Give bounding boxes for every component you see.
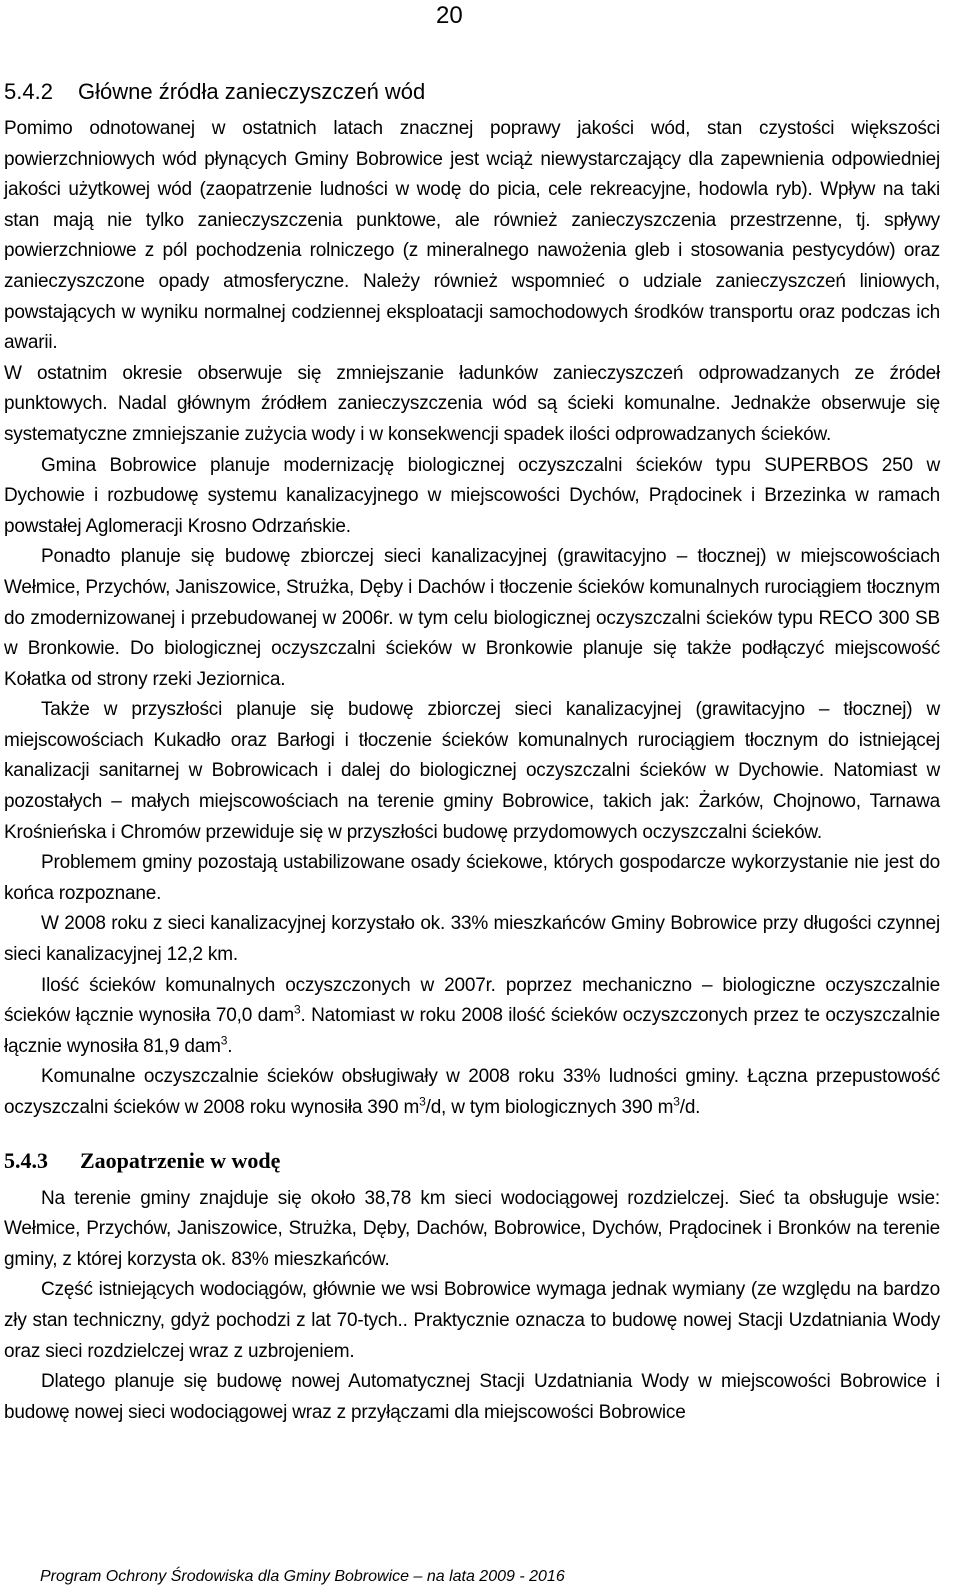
paragraph: Część istniejących wodociągów, głównie we wsi Bobrowice wymaga jednak wymiany (ze względu na bardzo zły stan techniczny, gdyż pochodzi z lat 70-tych.. Praktycznie oznacza to budowę nowej Stacji Uzdatniania Wody oraz sieci rozdzielczej wraz z uzbrojeniem. bbox=[4, 1279, 940, 1362]
paragraph: W 2008 roku z sieci kanalizacyjnej korzystało ok. 33% mieszkańców Gminy Bobrowice przy długości czynnej sieci kanalizacyjnej 12,2 km. bbox=[4, 913, 940, 966]
section-number: 5.4.2 bbox=[4, 79, 53, 104]
text-run: . bbox=[227, 1035, 233, 1057]
page-number: 20 bbox=[436, 2, 463, 29]
paragraph: Problemem gminy pozostają ustabilizowane osady ściekowe, których gospodarcze wykorzystanie nie jest do końca rozpoznane. bbox=[4, 852, 940, 904]
text-run: Komunalne oczyszczalnie ścieków obsługiwały w 2008 roku 33% ludności gminy. Łączna przepustowość oczyszczalni ścieków w 2008 roku wynosiła 390 m bbox=[4, 1066, 940, 1118]
section-heading-5-4-3 bbox=[4, 1146, 940, 1176]
section-title: Zaopatrzenie w wodę bbox=[80, 1147, 281, 1173]
paragraph: Na terenie gminy znajduje się około 38,78 km sieci wodociągowej rozdzielczej. Sieć ta obsługuje wsie: Wełmice, Przychów, Janiszowice, Strużka, Dęby, Dachów, Bobrowice, Dychów, Prądocinek i Bronków na terenie gminy, z której korzysta ok. 83% mieszkańców. bbox=[4, 1187, 940, 1270]
paragraph-wastewater-volume bbox=[4, 971, 940, 1063]
section-title: Główne źródła zanieczyszczeń wód bbox=[78, 79, 426, 104]
section-number: 5.4.3 bbox=[4, 1147, 48, 1173]
text-run: /d. bbox=[679, 1097, 701, 1118]
paragraph: Dlatego planuje się budowę nowej Automatycznej Stacji Uzdatniania Wody w miejscowości Bobrowice i budowę nowej sieci wodociągowej wraz z przyłączami dla miejscowości Bobrowice bbox=[4, 1371, 940, 1423]
superscript: 3 bbox=[294, 1002, 301, 1017]
section-heading-5-4-2 bbox=[4, 72, 940, 112]
superscript: 3 bbox=[673, 1094, 680, 1109]
text-run: . Natomiast w roku 2008 ilość ścieków oczyszczonych przez te oczyszczalnie łącznie wynosiła 81,9 dam bbox=[4, 1005, 940, 1057]
text-run: /d, w tym biologicznych 390 m bbox=[425, 1097, 674, 1118]
superscript: 3 bbox=[220, 1033, 228, 1048]
paragraph-plant-capacity bbox=[4, 1062, 940, 1123]
text-run: Ilość ścieków komunalnych oczyszczonych w 2007r. poprzez mechaniczno – biologiczne oczyszczalnie ścieków łącznie wynosiła 70,0 dam bbox=[4, 974, 940, 1027]
document-body bbox=[4, 72, 940, 1428]
page-footer: Program Ochrony Środowiska dla Gminy Bobrowice – na lata 2009 - 2016 bbox=[40, 1568, 565, 1585]
superscript: 3 bbox=[419, 1094, 426, 1109]
paragraph: W ostatnim okresie obserwuje się zmniejszanie ładunków zanieczyszczeń odprowadzanych ze źródeł punktowych. Nadal głównym źródłem zanieczyszczenia wód są ścieki komunalne. Jednakże obserwuje się systematyczne zmniejszanie zużycia wody i w konsekwencji spadek ilości odprowadzanych ścieków. bbox=[4, 362, 940, 445]
paragraph: Ponadto planuje się budowę zbiorczej sieci kanalizacyjnej (grawitacyjno – tłocznej) w miejscowościach Wełmice, Przychów, Janiszowice, Strużka, Dęby i Dachów i tłoczenie ścieków komunalnych rurociągiem tłocznym do zmodernizowanej i przebudowanej w 2006r. w tym celu biologicznej oczyszczalni ścieków typu RECO 300 SB w Bronkowie. Do biologicznej oczyszczalni ścieków w Bronkowie planuje się także podłączyć miejscowość Kołatka od strony rzeki Jeziornica. bbox=[4, 546, 940, 690]
paragraph: Także w przyszłości planuje się budowę zbiorczej sieci kanalizacyjnej (grawitacyjno – tłocznej) w miejscowościach Kukadło oraz Barłogi i tłoczenie ścieków komunalnych rurociągiem tłocznym do istniejącej kanalizacji sanitarnej w Bobrowicach i dalej do biologicznej oczyszczalni ścieków w Dychowie. Natomiast w pozostałych – małych miejscowościach na terenie gminy Bobrowice, takich jak: Żarków, Chojnowo, Tarnawa Krośnieńska i Chromów przewiduje się w przyszłości budowę przydomowych oczyszczalni ścieków. bbox=[4, 699, 940, 843]
paragraph: Pomimo odnotowanej w ostatnich latach znacznej poprawy jakości wód, stan czystości większości powierzchniowych wód płynących Gminy Bobrowice jest wciąż niewystarczający dla zapewnienia odpowiedniej jakości użytkowej wód (zaopatrzenie ludności w wodę do picia, cele rekreacyjne, hodowla ryb). Wpływ na taki stan mają nie tylko zanieczyszczenia punktowe, ale również zanieczyszczenia przestrzenne, tj. spływy powierzchniowe z pól pochodzenia rolniczego (z mineralnego nawożenia gleb i stosowania pestycydów) oraz zanieczyszczone opady atmosferyczne. Należy również wspomnieć o udziale zanieczyszczeń liniowych, powstających w wyniku normalnej codziennej eksploatacji samochodowych środków transportu oraz podczas ich awarii. bbox=[4, 118, 940, 354]
paragraph: Gmina Bobrowice planuje modernizację biologicznej oczyszczalni ścieków typu SUPERBOS 250 w Dychowie i rozbudowę systemu kanalizacyjnego w miejscowości Dychów, Prądocinek i Brzezinka w ramach powstałej Aglomeracji Krosno Odrzańskie. bbox=[4, 454, 940, 537]
